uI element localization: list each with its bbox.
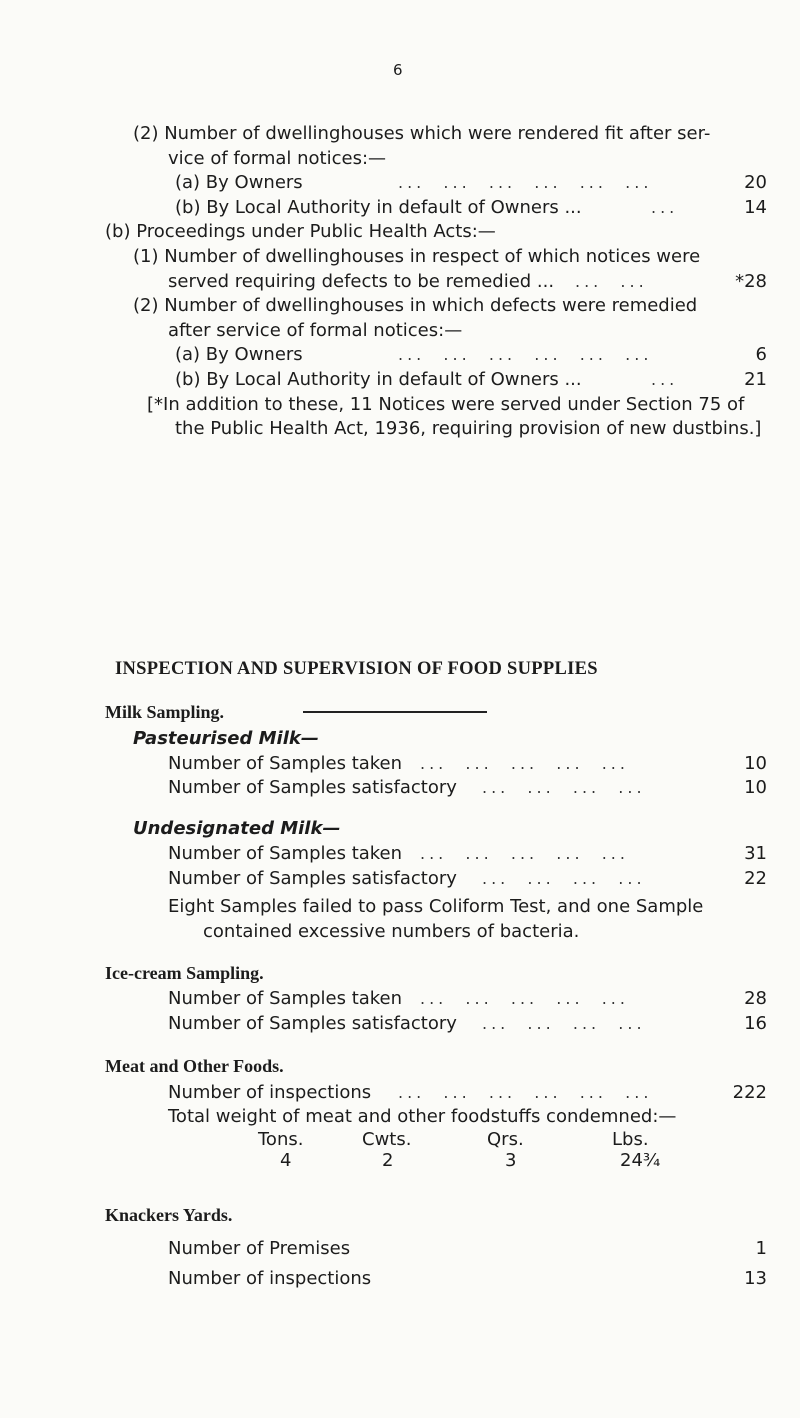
leader-dots: ... ... ... ... ... (420, 989, 629, 1009)
pasteurised-satisfactory-value: 10 (744, 777, 767, 799)
page-number: 6 (393, 61, 403, 80)
premises-label: Number of Premises (168, 1238, 351, 1260)
premises-value: 1 (755, 1238, 767, 1260)
condemned-weight-label: Total weight of meat and other foodstuffs condemned:— (168, 1106, 677, 1128)
undesignated-milk-heading: Undesignated Milk— (133, 818, 341, 840)
meat-other-foods-heading: Meat and Other Foods. (105, 1056, 284, 1077)
remedied-by-owners-label: (a) By Owners (175, 344, 303, 366)
notices-served-title-line2: served requiring defects to be remedied ... (168, 270, 555, 292)
notices-served-value: *28 (735, 270, 767, 292)
remedied-by-local-label: (b) By Local Authority in default of Owners ... (175, 369, 582, 390)
pasteurised-taken-value: 10 (744, 752, 767, 774)
footnote-line1: [*In addition to these, 11 Notices were served under Section 75 of (147, 393, 745, 415)
milk-sampling-heading: Milk Sampling. (105, 702, 225, 723)
by-local-authority-value: 14 (744, 196, 767, 218)
undesignated-taken-label: Number of Samples taken (168, 842, 403, 864)
leader-dots: ... ... ... ... ... (420, 843, 629, 863)
meat-inspections-value: 222 (732, 1081, 767, 1103)
notices-served-title-line1: (1) Number of dwellinghouses in respect of which notices were (133, 246, 701, 267)
by-owners-label: (a) By Owners (175, 172, 303, 194)
pasteurised-taken-label: Number of Samples taken (168, 752, 403, 774)
weight-header-lbs: Lbs. (612, 1129, 649, 1151)
leader-dots: ... ... (575, 271, 648, 291)
proceedings-title: (b) Proceedings under Public Health Acts:— (105, 221, 496, 243)
undesignated-satisfactory-value: 22 (744, 867, 767, 889)
weight-value-qrs: 3 (505, 1150, 517, 1172)
rendered-fit-title-line1: (2) Number of dwellinghouses which were rendered fit after ser- (133, 123, 711, 144)
weight-header-tons: Tons. (258, 1129, 304, 1151)
leader-dots: ... ... ... ... ... (420, 753, 629, 773)
weight-value-tons: 4 (280, 1150, 292, 1172)
leader-dots: ... ... ... ... (482, 778, 646, 798)
remedied-by-local-value: 21 (744, 369, 767, 390)
meat-inspections-label: Number of inspections (168, 1081, 372, 1103)
weight-header-cwts: Cwts. (362, 1129, 412, 1151)
knackers-inspections-label: Number of inspections (168, 1268, 372, 1290)
by-local-authority-label: (b) By Local Authority in default of Owners ... (175, 196, 582, 218)
weight-header-qrs: Qrs. (487, 1129, 524, 1151)
leader-dots: ... ... ... ... ... ... (398, 345, 653, 365)
weight-value-cwts: 2 (382, 1150, 394, 1172)
by-owners-value: 20 (744, 172, 767, 194)
knackers-inspections-value: 13 (744, 1268, 767, 1290)
undesignated-satisfactory-label: Number of Samples satisfactory (168, 867, 457, 889)
knackers-yards-heading: Knackers Yards. (105, 1205, 233, 1226)
defects-remedied-title-line2: after service of formal notices:— (168, 319, 463, 341)
leader-dots: ... ... ... ... (482, 868, 646, 888)
leader-dots: ... ... ... ... (482, 1013, 646, 1033)
undesignated-taken-value: 31 (744, 842, 767, 864)
ice-cream-taken-label: Number of Samples taken (168, 988, 403, 1010)
leader-dots: ... ... ... ... ... ... (398, 1082, 653, 1102)
weight-value-lbs: 24¾ (620, 1150, 661, 1172)
food-section-heading: INSPECTION AND SUPERVISION OF FOOD SUPPLIES (115, 658, 598, 679)
defects-remedied-title-line1: (2) Number of dwellinghouses in which defects were remedied (133, 295, 698, 317)
rendered-fit-title-line2: vice of formal notices:— (168, 147, 387, 169)
ice-cream-sampling-heading: Ice-cream Sampling. (105, 962, 264, 983)
pasteurised-milk-heading: Pasteurised Milk— (133, 728, 319, 750)
ice-cream-satisfactory-value: 16 (744, 1012, 767, 1034)
footnote-line2: the Public Health Act, 1936, requiring provision of new dustbins.] (175, 418, 762, 440)
section-divider (303, 711, 487, 713)
ice-cream-taken-value: 28 (744, 988, 767, 1010)
undesignated-note-line1: Eight Samples failed to pass Coliform Test, and one Sample (168, 896, 704, 918)
leader-dots: ... (651, 197, 679, 217)
undesignated-note-line2: contained excessive numbers of bacteria. (203, 920, 580, 942)
remedied-by-owners-value: 6 (755, 344, 767, 366)
leader-dots: ... ... ... ... ... ... (398, 173, 653, 193)
ice-cream-satisfactory-label: Number of Samples satisfactory (168, 1012, 457, 1034)
leader-dots: ... (651, 370, 679, 389)
pasteurised-satisfactory-label: Number of Samples satisfactory (168, 777, 457, 799)
